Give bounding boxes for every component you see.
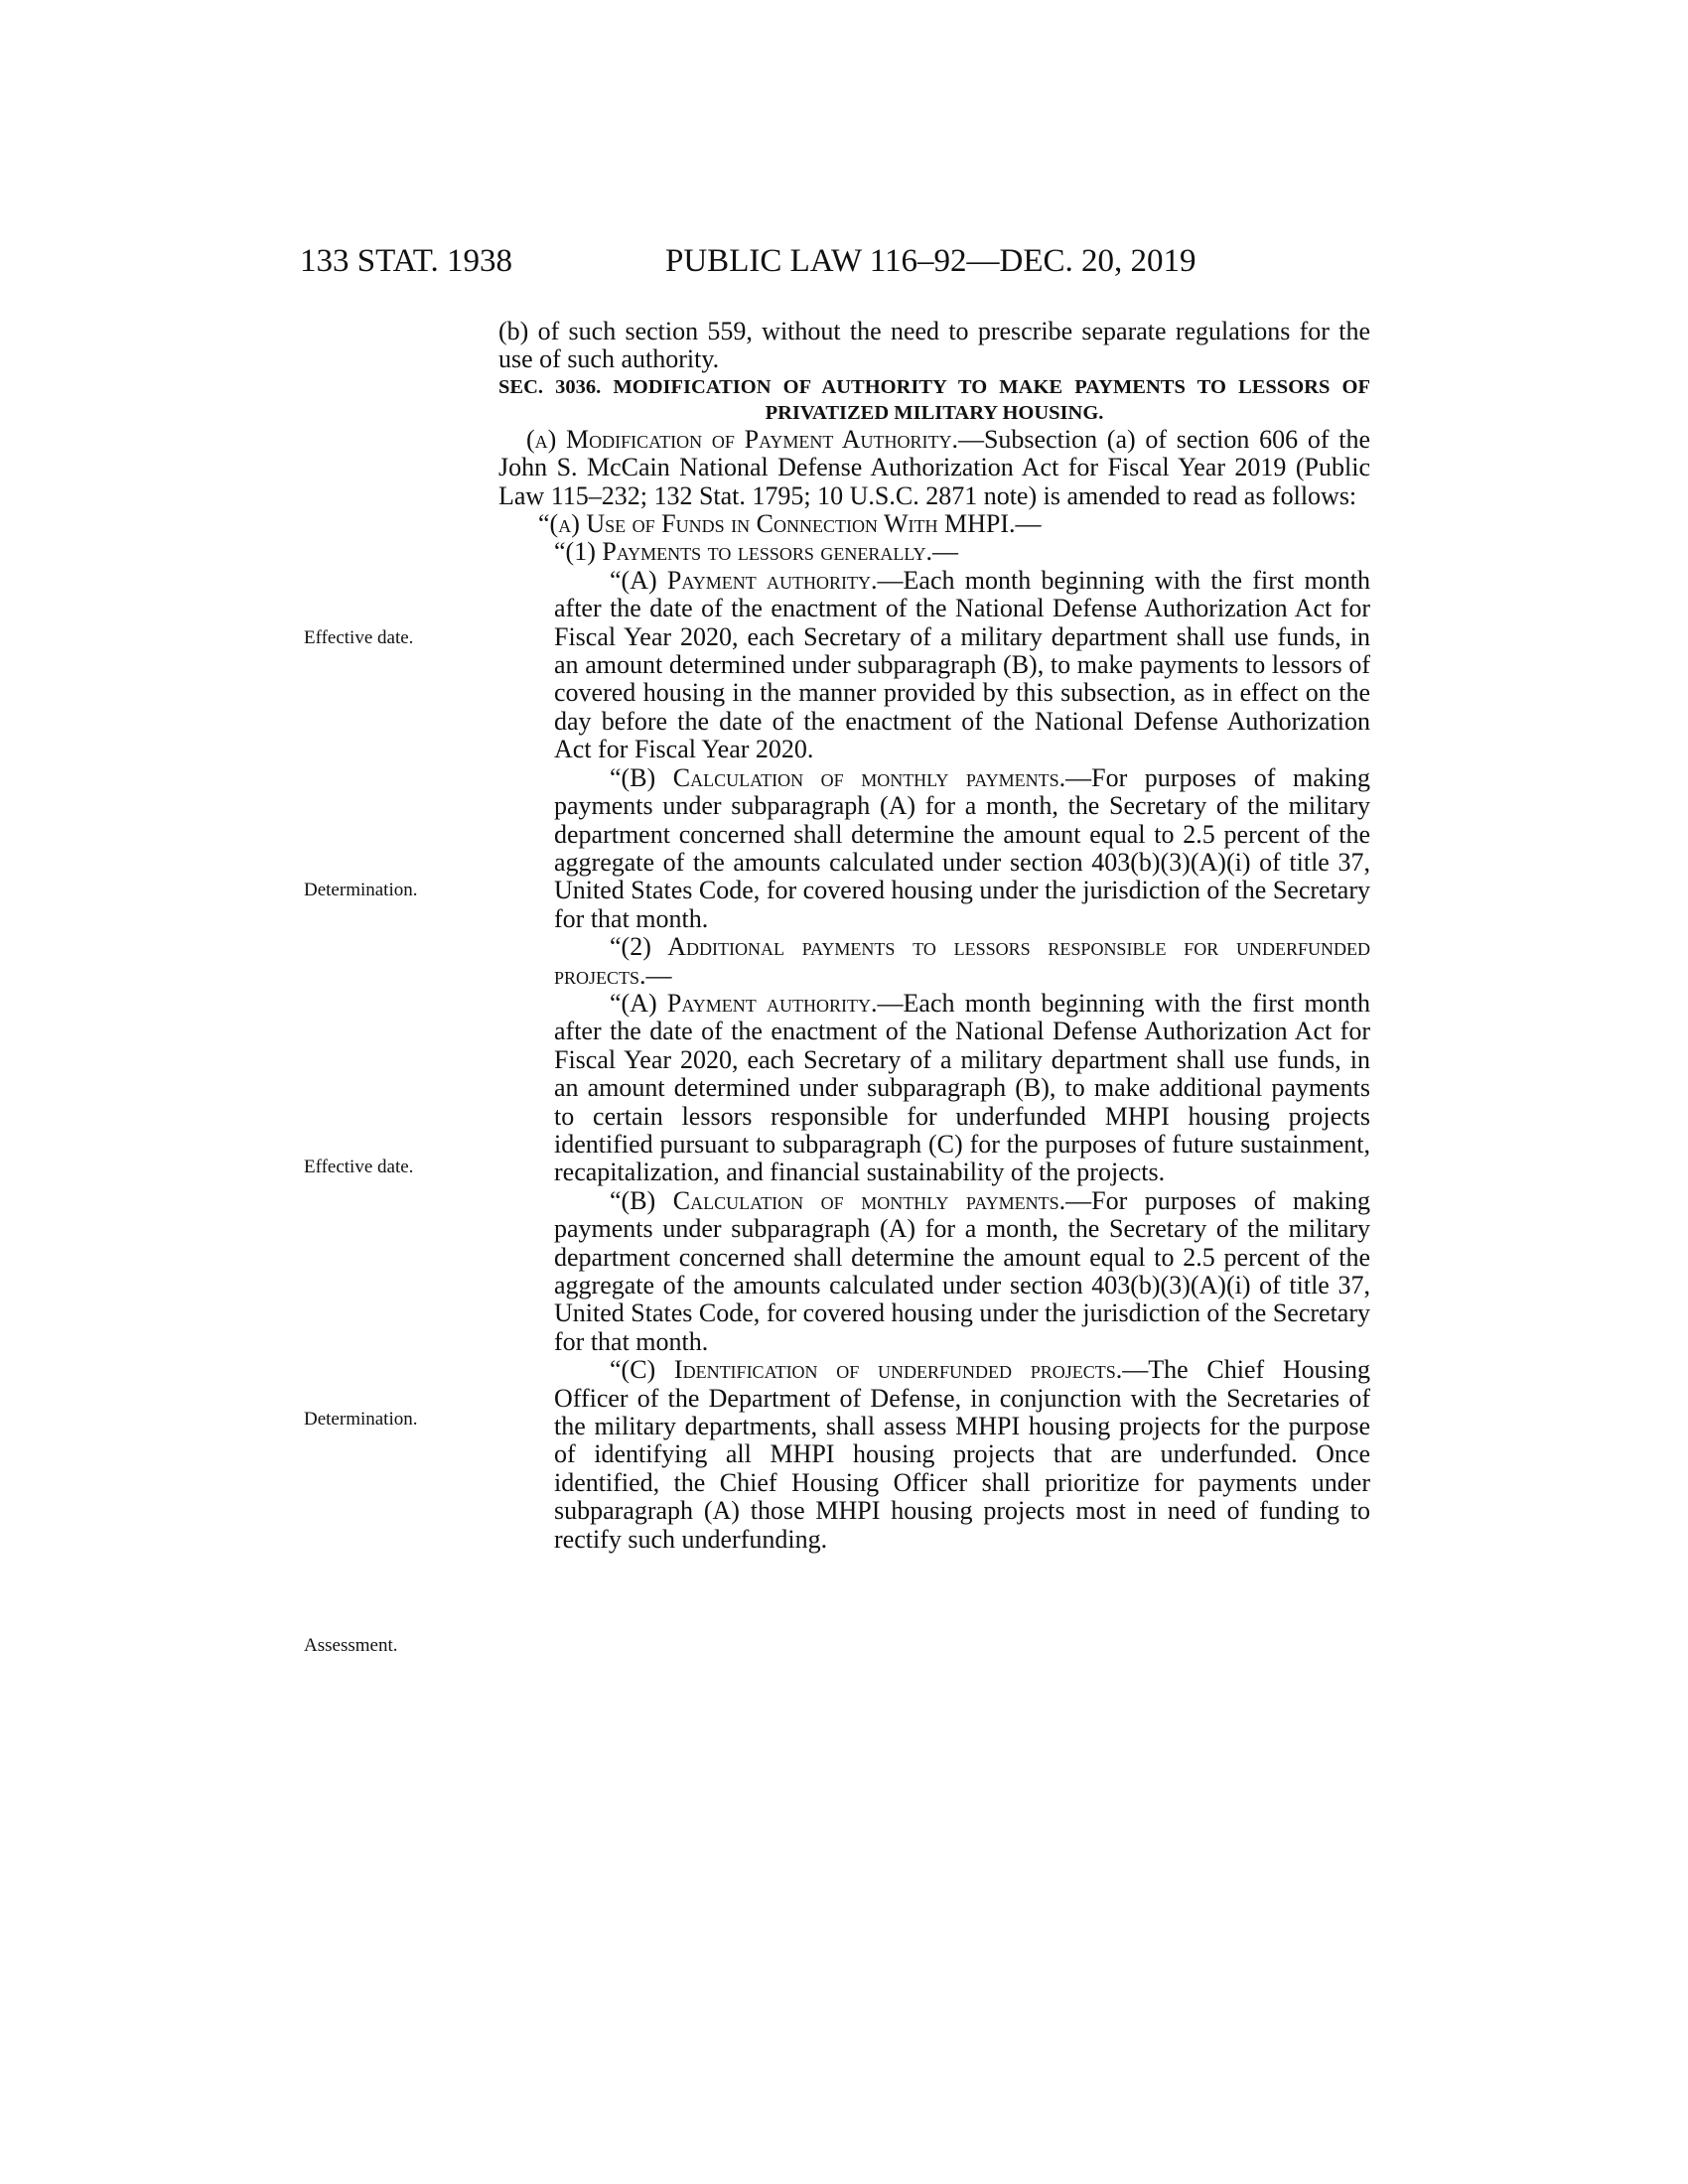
- margin-note-effective-date: Effective date.: [304, 627, 414, 648]
- subparagraph-1a-text: —Each month beginning with the first month after the date of the enactment of the National Defense Authorization Act for Fiscal Year 2020, each Secretary of a military department shall use funds, in an amount determined under subparagraph (B), to make payments to lessors of covered housing in the manner provided by this subsection, as in effect on the day before the date of the enactment of the National Defense Authorization Act for Fiscal Year 2020.: [554, 565, 1370, 764]
- section-heading: SEC. 3036. MODIFICATION OF AUTHORITY TO MAKE PAYMENTS TO LESSORS OF PRIVATIZED MILITARY HOUSING.: [498, 375, 1370, 424]
- paragraph-1-heading: [498, 538, 1370, 566]
- quoted-a-dash: —: [1015, 509, 1042, 539]
- subparagraph-2c-text: —The Chief Housing Officer of the Department of Defense, in conjunction with the Secretaries of the military departments, shall assess MHPI housing projects for the purpose of identifying all MHPI housing projects that are underfunded. Once identified, the Chief Housing Officer shall prioritize for payments under subparagraph (A) those MHPI housing projects most in need of funding to rectify such underfunding.: [554, 1355, 1370, 1554]
- subparagraph-1b-text: —For purposes of making payments under subparagraph (A) for a month, the Secretary of the military department concerned shall determine the amount equal to 2.5 percent of the aggregate of the amounts calculated under section 403(b)(3)(A)(i) of title 37, United States Code, for covered housing under the jurisdiction of the Secretary for that month.: [554, 762, 1370, 933]
- subsection-a-label: (a) Modification of Payment Authority.: [526, 424, 958, 454]
- subparagraph-1b: [498, 764, 1370, 933]
- page-reference: 133 STAT. 1938: [300, 243, 513, 279]
- subparagraph-1a: [498, 567, 1370, 764]
- running-head: [300, 241, 1370, 281]
- subparagraph-1b-label: “(B) Calculation of monthly payments.: [610, 762, 1066, 792]
- paragraph-2-heading: [498, 933, 1370, 990]
- quoted-a-label: “(a) Use of Funds in Connection With MHPI.: [538, 509, 1016, 539]
- body-text: [498, 318, 1370, 1554]
- margin-note-determination: Determination.: [304, 1409, 418, 1430]
- subparagraph-1a-label: “(A) Payment authority.: [610, 565, 878, 595]
- subparagraph-2c-label: “(C) Identification of underfunded projects.: [610, 1355, 1123, 1385]
- subsection-a: [498, 426, 1370, 510]
- subparagraph-2b-label: “(B) Calculation of monthly payments.: [610, 1185, 1066, 1215]
- margin-note-effective-date: Effective date.: [304, 1157, 414, 1177]
- subparagraph-2a: [498, 990, 1370, 1187]
- subparagraph-2a-text: —Each month beginning with the first month after the date of the enactment of the National Defense Authorization Act for Fiscal Year 2020, each Secretary of a military department shall use funds, in an amount determined under subparagraph (B), to make additional payments to certain lessors responsible for underfunded MHPI housing projects identified pursuant to subparagraph (C) for the purposes of future sustainment, recapitalization, and financial sustainability of the projects.: [554, 988, 1370, 1187]
- subsection-a-text: —Subsection (a) of section 606 of the John S. McCain National Defense Authorization Act for Fiscal Year 2019 (Public Law 115–232; 132 Stat. 1795; 10 U.S.C. 2871 note) is amended to read as follows:: [498, 424, 1370, 510]
- paragraph-1-dash: —: [932, 537, 959, 567]
- intro-paragraph: (b) of such section 559, without the need to prescribe separate regulations for the use of such authority.: [498, 317, 1370, 374]
- margin-note-assessment: Assessment.: [304, 1635, 398, 1656]
- subparagraph-2c: [498, 1356, 1370, 1554]
- margin-note-determination: Determination.: [304, 880, 418, 900]
- quoted-subsection-a-heading: [498, 510, 1370, 538]
- paragraph-2-heading-text: [554, 933, 1370, 990]
- paragraph-2-dash: —: [645, 960, 672, 990]
- subparagraph-2a-label: “(A) Payment authority.: [610, 988, 878, 1018]
- subparagraph-2b-text: —For purposes of making payments under subparagraph (A) for a month, the Secretary of the military department concerned shall determine the amount equal to 2.5 percent of the aggregate of the amounts calculated under section 403(b)(3)(A)(i) of title 37, United States Code, for covered housing under the jurisdiction of the Secretary for that month.: [554, 1185, 1370, 1356]
- subparagraph-2b: [498, 1187, 1370, 1356]
- law-title: PUBLIC LAW 116–92—DEC. 20, 2019: [665, 243, 1196, 279]
- paragraph-1-label: “(1) Payments to lessors generally.: [554, 537, 933, 567]
- paragraph-2-label: “(2) Additional payments to lessors responsible for underfunded projects.: [554, 932, 1370, 990]
